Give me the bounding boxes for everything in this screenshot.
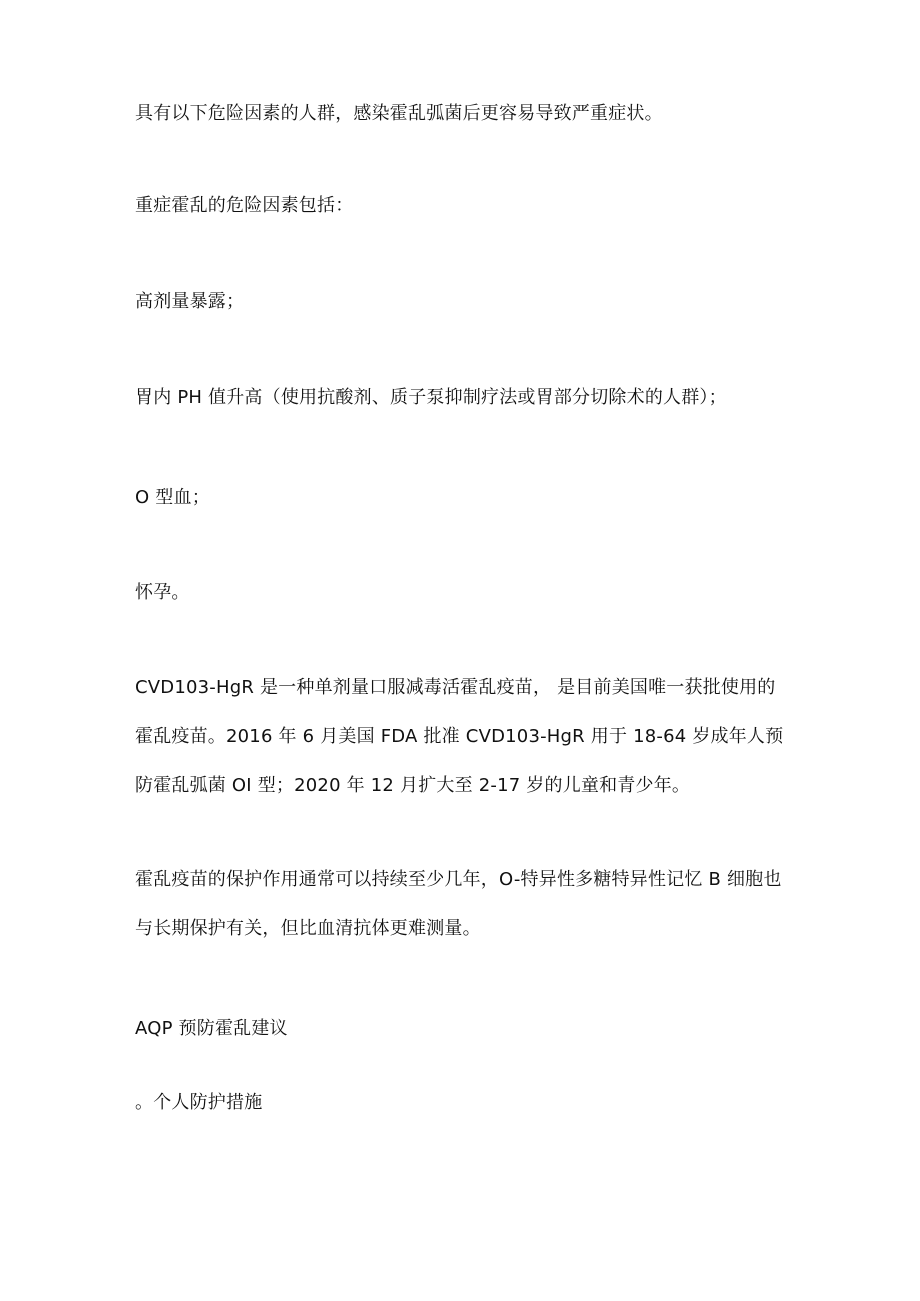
risk-factor-high-dose: 高剂量暴露； <box>135 291 245 312</box>
paragraph-line: 霍乱疫苗。2016 年 6 月美国 FDA 批准 CVD103-HgR 用于 18-64 岁成年人预 <box>135 726 784 747</box>
paragraph-line: 与长期保护有关，但比血清抗体更难测量。 <box>135 918 481 939</box>
paragraph-risk-factors-heading: 重症霍乱的危险因素包括： <box>135 195 354 216</box>
paragraph-vaccine-protection <box>135 867 795 965</box>
risk-factor-pregnancy: 怀孕。 <box>135 582 190 603</box>
section-heading: AQP 预防霍乱建议 <box>135 1018 288 1039</box>
paragraph-vaccine-info <box>135 675 795 822</box>
paragraph-line: 防霍乱弧菌 OI 型；2020 年 12 月扩大至 2-17 岁的儿童和青少年。 <box>135 775 691 796</box>
paragraph-line: 霍乱疫苗的保护作用通常可以持续至少几年，O-特异性多糖特异性记忆 B 细胞也 <box>135 869 782 890</box>
paragraph-risk-intro: 具有以下危险因素的人群，感染霍乱弧菌后更容易导致严重症状。 <box>135 103 663 124</box>
section-subheading: 。个人防护措施 <box>135 1092 263 1113</box>
risk-factor-gastric-ph: 胃内 PH 值升高（使用抗酸剂、质子泵抑制疗法或胃部分切除术的人群）； <box>135 387 727 408</box>
paragraph-line: CVD103-HgR 是一种单剂量口服减毒活霍乱疫苗， 是目前美国唯一获批使用的 <box>135 677 776 698</box>
risk-factor-blood-type: O 型血； <box>135 487 210 508</box>
